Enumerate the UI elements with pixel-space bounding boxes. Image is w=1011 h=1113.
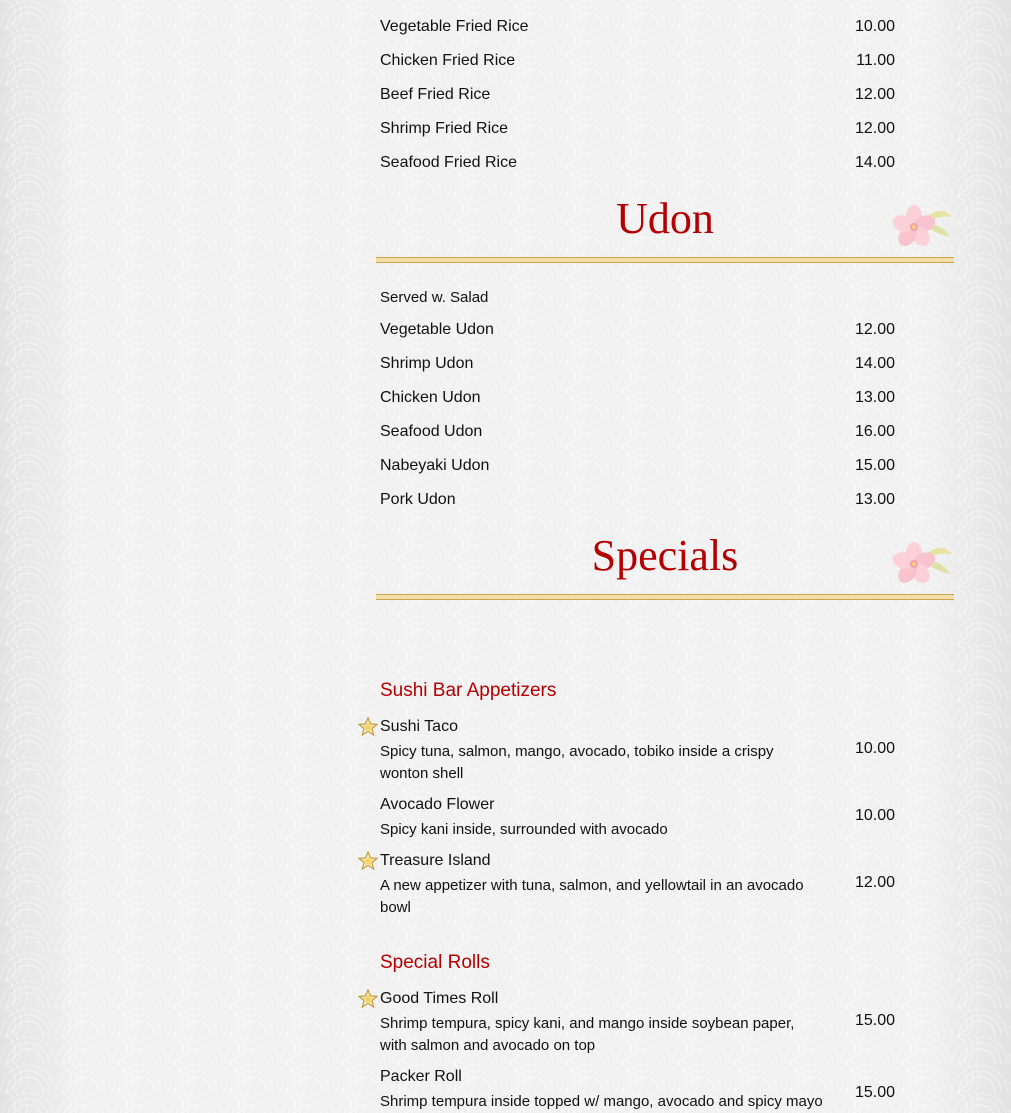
item-description: Shrimp tempura inside topped w/ mango, avocado and spicy mayo bbox=[380, 1093, 823, 1110]
item-price: 15.00 bbox=[854, 1012, 895, 1029]
item-price: 12.00 bbox=[854, 86, 895, 103]
item-price: 13.00 bbox=[854, 389, 895, 406]
section-divider bbox=[376, 257, 954, 263]
item-name: Treasure Island bbox=[380, 852, 491, 869]
star-icon bbox=[358, 989, 378, 1008]
item-price: 15.00 bbox=[854, 1084, 895, 1101]
item-name: Chicken Fried Rice bbox=[380, 52, 516, 69]
item-price: 16.00 bbox=[854, 423, 895, 440]
item-description: Spicy tuna, salmon, mango, avocado, tobiko inside a crispy wonton shell bbox=[380, 743, 774, 782]
item-name: Pork Udon bbox=[380, 491, 456, 508]
cherry-blossom-icon bbox=[890, 536, 954, 586]
item-name: Seafood Udon bbox=[380, 423, 483, 440]
item-price: 10.00 bbox=[854, 740, 895, 757]
specials-section-header bbox=[376, 530, 954, 600]
star-icon bbox=[358, 851, 378, 870]
item-price: 13.00 bbox=[854, 491, 895, 508]
item-price: 12.00 bbox=[854, 321, 895, 338]
item-name: Packer Roll bbox=[380, 1068, 462, 1085]
item-name: Shrimp Fried Rice bbox=[380, 120, 509, 137]
udon-note: Served w. Salad bbox=[380, 289, 489, 306]
item-price: 14.00 bbox=[854, 154, 895, 171]
item-price: 10.00 bbox=[854, 807, 895, 824]
item-name: Beef Fried Rice bbox=[380, 86, 491, 103]
item-price: 12.00 bbox=[854, 120, 895, 137]
item-description: Shrimp tempura, spicy kani, and mango inside soybean paper, with salmon and avocado on top bbox=[380, 1015, 795, 1054]
item-name: Seafood Fried Rice bbox=[380, 154, 517, 171]
udon-section-header bbox=[376, 193, 954, 263]
section-divider bbox=[376, 594, 954, 600]
star-icon bbox=[358, 717, 378, 736]
section-title: Specials bbox=[591, 531, 739, 580]
cherry-blossom-icon bbox=[890, 199, 954, 249]
special-rolls-heading: Special Rolls bbox=[380, 952, 490, 973]
appetizers-heading: Sushi Bar Appetizers bbox=[380, 680, 557, 701]
item-description: A new appetizer with tuna, salmon, and yellowtail in an avocado bowl bbox=[380, 877, 804, 916]
item-price: 14.00 bbox=[854, 355, 895, 372]
item-name: Vegetable Udon bbox=[380, 321, 494, 338]
item-name: Avocado Flower bbox=[380, 796, 495, 813]
item-price: 11.00 bbox=[856, 52, 895, 69]
section-title: Udon bbox=[616, 194, 714, 243]
item-name: Good Times Roll bbox=[380, 990, 499, 1007]
item-description: Spicy kani inside, surrounded with avocado bbox=[380, 821, 668, 838]
item-name: Nabeyaki Udon bbox=[380, 457, 490, 474]
item-price: 10.00 bbox=[854, 18, 895, 35]
item-name: Sushi Taco bbox=[380, 718, 458, 735]
item-name: Shrimp Udon bbox=[380, 355, 474, 372]
item-price: 12.00 bbox=[854, 874, 895, 891]
item-name: Vegetable Fried Rice bbox=[380, 18, 529, 35]
item-name: Chicken Udon bbox=[380, 389, 481, 406]
item-price: 15.00 bbox=[854, 457, 895, 474]
